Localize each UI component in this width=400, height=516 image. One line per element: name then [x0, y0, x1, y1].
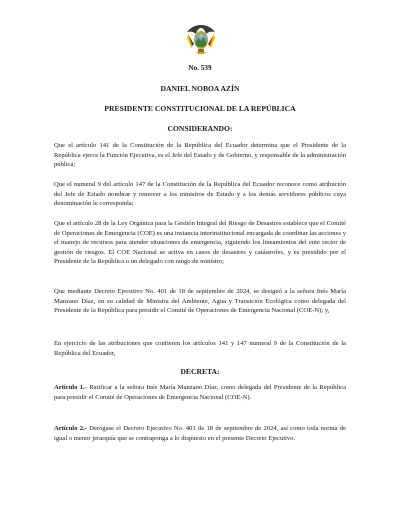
president-title: PRESIDENTE CONSTITUCIONAL DE LA REPÚBLICA [104, 104, 296, 113]
article-2 [54, 424, 346, 443]
consideration-paragraph: Que el artículo 141 de la Constitución de la República del Ecuador determina que el Presidente de la República ejerce la Función Ejecutiva, es el Jefe del Estado y de Gobierno, y responsable de la administración pública; [54, 142, 346, 169]
article-label: Artículo 2.- [54, 425, 87, 432]
decreta-heading: DECRETA: [180, 367, 220, 376]
consideration-paragraph: Que mediante Decreto Ejecutivo No. 401 de 18 de septiembre de 2024, se designó a la señora Inés María Manzano Díaz, en su calidad de Ministra del Ambiente, Agua y Transición Ecológica como delegada del Presidente de la República para presidir el Comité de Operaciones de Emergencia Nacional (COE-N); y, [54, 288, 346, 315]
consideration-paragraph: En ejercicio de las atribuciones que confieren los artículos 141 y 147 numeral 9 de la Constitución de la República del Ecuador, [54, 340, 346, 357]
consideration-paragraph: Que el artículo 28 de la Ley Orgánica para la Gestión Integral del Riesgo de Desastres establece que el Comité de Operaciones de Emergencia (COE) es una instancia interinstitucional encargada de coordinar las acciones y el manejo de recursos para atender situaciones de emergencia, siguiendo los lineamientos del ente rector de gestión de riesgos. El COE Nacional se activa en casos de desastres y catástrofes, y es presidido por el Presidente de la República o un delegado con rango de ministro; [54, 220, 346, 266]
president-name: DANIEL NOBOA AZÍN [160, 84, 240, 93]
article-text: Derógase el Decreto Ejecutivo No. 401 de 18 de septiembre de 2024, así como toda norma de igual o menor jerarquía que se contraponga a lo dispuesto en el presente Decreto Ejecutivo. [54, 425, 346, 442]
article-label: Artículo 1.- [54, 384, 87, 391]
article-1 [54, 383, 346, 402]
decree-number: No. 539 [188, 64, 212, 72]
considerando-heading: CONSIDERANDO: [167, 124, 233, 133]
article-text: Ratificar a la señora Inés María Manzano Díaz, como delegada del Presidente de la República para presidir el Comité de Operaciones de Emergencia Nacional (COE-N). [54, 384, 347, 401]
ecuador-coat-of-arms-icon [184, 22, 218, 56]
consideration-paragraph: Que el numeral 9 del artículo 147 de la Constitución de la República del Ecuador reconoce como atribución del Jefe de Estado nombrar y remover a los ministros de Estado y a los demás servidores públicos cuya denominación le corresponda; [54, 181, 346, 208]
